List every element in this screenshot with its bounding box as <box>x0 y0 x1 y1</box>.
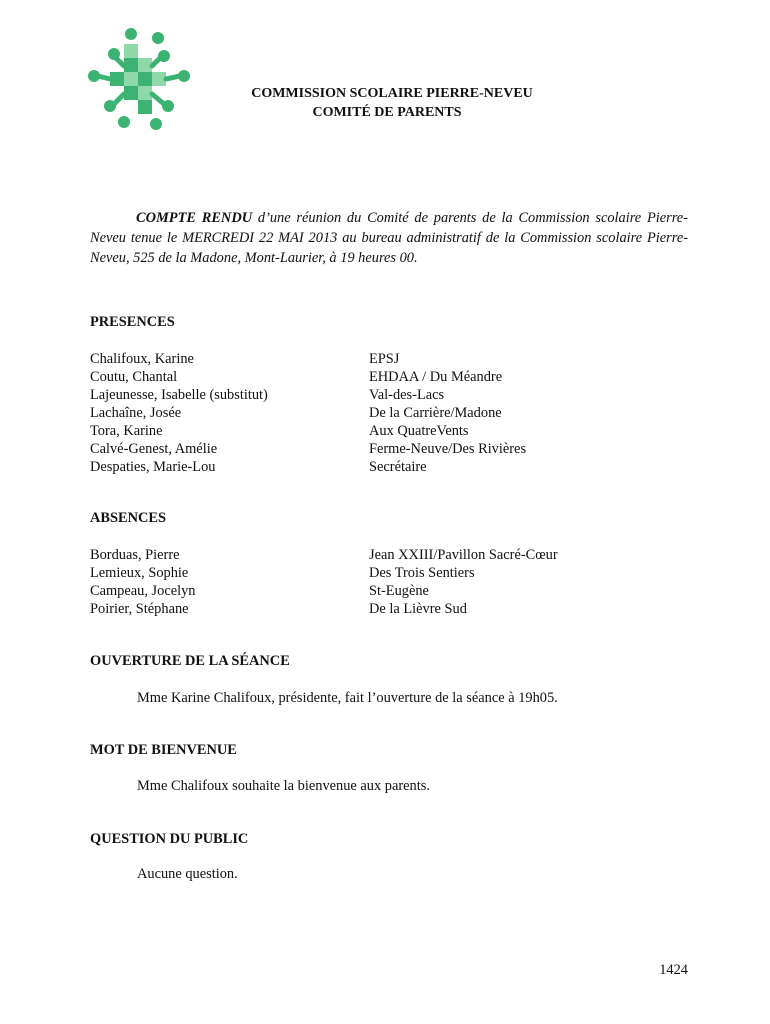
absences-list <box>90 546 558 618</box>
intro-paragraph <box>90 208 688 268</box>
member-school: Jean XXIII/Pavillon Sacré-Cœur <box>369 547 558 563</box>
presences-list <box>90 350 526 476</box>
member-school: De la Carrière/Madone <box>369 405 502 421</box>
member-school: Aux QuatreVents <box>369 423 469 439</box>
absences-heading: ABSENCES <box>90 510 166 526</box>
list-item <box>90 386 526 404</box>
member-name: Poirier, Stéphane <box>90 601 189 617</box>
member-name: Coutu, Chantal <box>90 369 178 385</box>
member-name: Tora, Karine <box>90 423 163 439</box>
list-item <box>90 440 526 458</box>
member-school: De la Lièvre Sud <box>369 601 467 617</box>
member-school: Secrétaire <box>369 459 427 475</box>
list-item <box>90 458 526 476</box>
ouverture-text: Mme Karine Chalifoux, présidente, fait l’ouverture de la séance à 19h05. <box>137 690 558 706</box>
header-committee: COMITÉ DE PARENTS <box>312 105 462 120</box>
list-item <box>90 546 558 564</box>
member-school: St-Eugène <box>369 583 429 599</box>
member-name: Campeau, Jocelyn <box>90 583 196 599</box>
member-name: Lajeunesse, Isabelle (substitut) <box>90 387 268 403</box>
list-item <box>90 368 526 386</box>
member-name: Chalifoux, Karine <box>90 351 194 367</box>
member-school: Val-des-Lacs <box>369 387 445 403</box>
bienvenue-text: Mme Chalifoux souhaite la bienvenue aux parents. <box>137 778 430 794</box>
member-name: Borduas, Pierre <box>90 547 180 563</box>
public-heading: QUESTION DU PUBLIC <box>90 831 249 847</box>
presences-heading: PRESENCES <box>90 314 175 330</box>
member-name: Despaties, Marie-Lou <box>90 459 216 475</box>
list-item <box>90 350 526 368</box>
intro-lead: COMPTE RENDU <box>136 210 253 226</box>
bienvenue-heading: MOT DE BIENVENUE <box>90 742 237 758</box>
member-school: EHDAA / Du Méandre <box>369 369 503 385</box>
member-name: Lemieux, Sophie <box>90 565 189 581</box>
document-header <box>0 84 770 122</box>
header-organization: COMMISSION SCOLAIRE PIERRE-NEVEU <box>251 86 533 101</box>
ouverture-heading: OUVERTURE DE LA SÉANCE <box>90 653 290 669</box>
list-item <box>90 600 558 618</box>
public-text: Aucune question. <box>137 866 238 882</box>
member-school: EPSJ <box>369 351 400 367</box>
intro-text: d’une réunion du Comité de parents de la Commission scolaire Pierre-Neveu tenue le MERCREDI 22 MAI 2013 au bureau administratif de la Commission scolaire Pierre-Neveu, 525 de la Madone, Mont-Laurier, à 19 heures 00. <box>90 210 688 266</box>
member-name: Lachaîne, Josée <box>90 405 182 421</box>
list-item <box>90 582 558 600</box>
list-item <box>90 564 558 582</box>
member-school: Ferme-Neuve/Des Rivières <box>369 441 527 457</box>
member-school: Des Trois Sentiers <box>369 565 475 581</box>
member-name: Calvé-Genest, Amélie <box>90 441 218 457</box>
list-item <box>90 422 526 440</box>
list-item <box>90 404 526 422</box>
page-number: 1424 <box>659 962 688 978</box>
